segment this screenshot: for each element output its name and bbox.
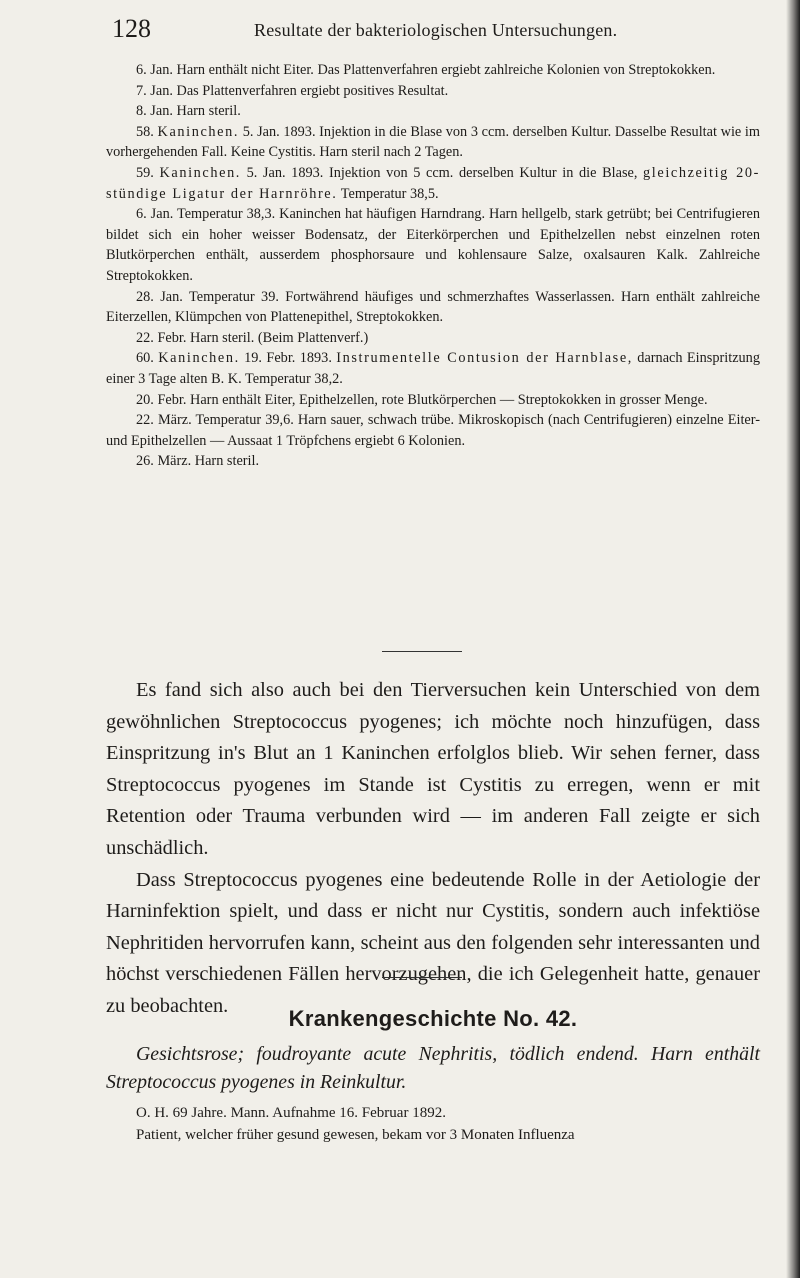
protocol-paragraph: 59. Kaninchen. 5. Jan. 1893. Injektion von 5 ccm. derselben Kultur in die Blase, gleichzeitig 20-stündige Ligatur der Harnröhre. Temperatur 38,5.	[106, 164, 760, 202]
page-number: 128	[112, 14, 151, 43]
protocol-paragraph: 22. März. Temperatur 39,6. Harn sauer, schwach trübe. Mikroskopisch (nach Centrifugieren) einzelne Eiter- und Epithelzellen — Aussaat 1 Tröpfchens ergiebt 6 Kolonien.	[106, 412, 760, 449]
page-header	[112, 14, 692, 46]
spaced-phrase: gleichzeitig 20-stündige Ligatur der Harnröhre.	[106, 164, 760, 202]
spaced-phrase: Instrumentelle Contusion der Harnblase,	[336, 350, 633, 367]
running-head: Resultate der bakteriologischen Untersuchungen.	[254, 20, 618, 40]
protocol-paragraph: 60. Kaninchen. 19. Febr. 1893. Instrumentelle Contusion der Harnblase, darnach Einspritzung einer 3 Tage alten B. K. Temperatur 38,2.	[106, 350, 760, 387]
case-subtitle	[106, 1040, 760, 1096]
protocol-paragraph: 26. März. Harn steril.	[136, 453, 260, 470]
case-paragraph: Patient, welcher früher gesund gewesen, bekam vor 3 Monaten Influenza	[136, 1127, 575, 1143]
section-divider	[382, 651, 462, 652]
protocol-paragraph: 58. Kaninchen. 5. Jan. 1893. Injektion in die Blase von 3 ccm. derselben Kultur. Dasselbe Resultat wie im vorhergehenden Fall. Keine Cystitis. Harn steril nach 2 Tagen.	[106, 123, 761, 161]
protocol-paragraph: 7. Jan. Das Plattenverfahren ergiebt positives Resultat.	[136, 82, 449, 99]
protocol-paragraph: 20. Febr. Harn enthält Eiter, Epithelzellen, rote Blutkörperchen — Streptokokken in grosser Menge.	[136, 391, 708, 408]
case-subtitle-text: Gesichtsrose; foudroyante acute Nephritis, tödlich endend. Harn enthält Streptococcus pyogenes in Reinkultur.	[106, 1043, 760, 1093]
main-text	[106, 675, 760, 1023]
experiment-protocol	[106, 60, 760, 472]
spaced-label: Kaninchen.	[157, 123, 240, 140]
protocol-paragraph: 6. Jan. Harn enthält nicht Eiter. Das Plattenverfahren ergiebt zahlreiche Kolonien von Streptokokken.	[136, 62, 716, 78]
page-edge-shadow	[786, 0, 800, 1278]
protocol-paragraph: 22. Febr. Harn steril. (Beim Plattenverf.)	[136, 329, 369, 346]
protocol-paragraph: 6. Jan. Temperatur 38,3. Kaninchen hat häufigen Harndrang. Harn hellgelb, stark getrübt; bei Centrifugieren bildet sich ein hoher weisser Bodensatz, der Eiterkörperchen und Epithelzellen nebst einzelnen roten Blutkörperchen enthält, ausserdem phosphorsaure und kohlensaure Salze, oxalsauren Kalk. Zahlreiche Streptokokken.	[106, 206, 760, 284]
case-body	[106, 1102, 760, 1146]
spaced-label: Kaninchen.	[158, 350, 240, 367]
spaced-label: Kaninchen.	[159, 164, 241, 181]
protocol-paragraph: 8. Jan. Harn steril.	[136, 103, 241, 120]
case-title: Krankengeschichte No. 42.	[288, 1006, 578, 1031]
protocol-paragraph: 28. Jan. Temperatur 39. Fortwährend häufiges und schmerzhaftes Wasserlassen. Harn enthält zahlreiche Eiterzellen, Klümpchen von Plattenepithel, Streptokokken.	[106, 288, 760, 326]
case-paragraph: O. H. 69 Jahre. Mann. Aufnahme 16. Februar 1892.	[136, 1105, 446, 1121]
main-paragraph: Dass Streptococcus pyogenes eine bedeutende Rolle in der Aetiologie der Harninfektion spielt, und dass er nicht nur Cystitis, sondern auch infektiöse Nephritiden hervorrufen kann, scheint aus den folgenden sehr interessanten und höchst verschiedenen Fällen hervorzugehen, die ich Gelegenheit hatte, genauer zu beobachten.	[106, 868, 760, 1017]
section-divider	[382, 977, 462, 978]
main-paragraph: Es fand sich also auch bei den Tierversuchen kein Unterschied von dem gewöhnlichen Streptococcus pyogenes; ich möchte noch hinzufügen, dass Einspritzung in's Blut an 1 Kaninchen erfolglos blieb. Wir sehen ferner, dass Streptococcus pyogenes im Stande ist Cystitis zu erregen, wenn er mit Retention oder Trauma verbunden wird — im anderen Fall zeigte er sich unschädlich.	[106, 679, 760, 859]
